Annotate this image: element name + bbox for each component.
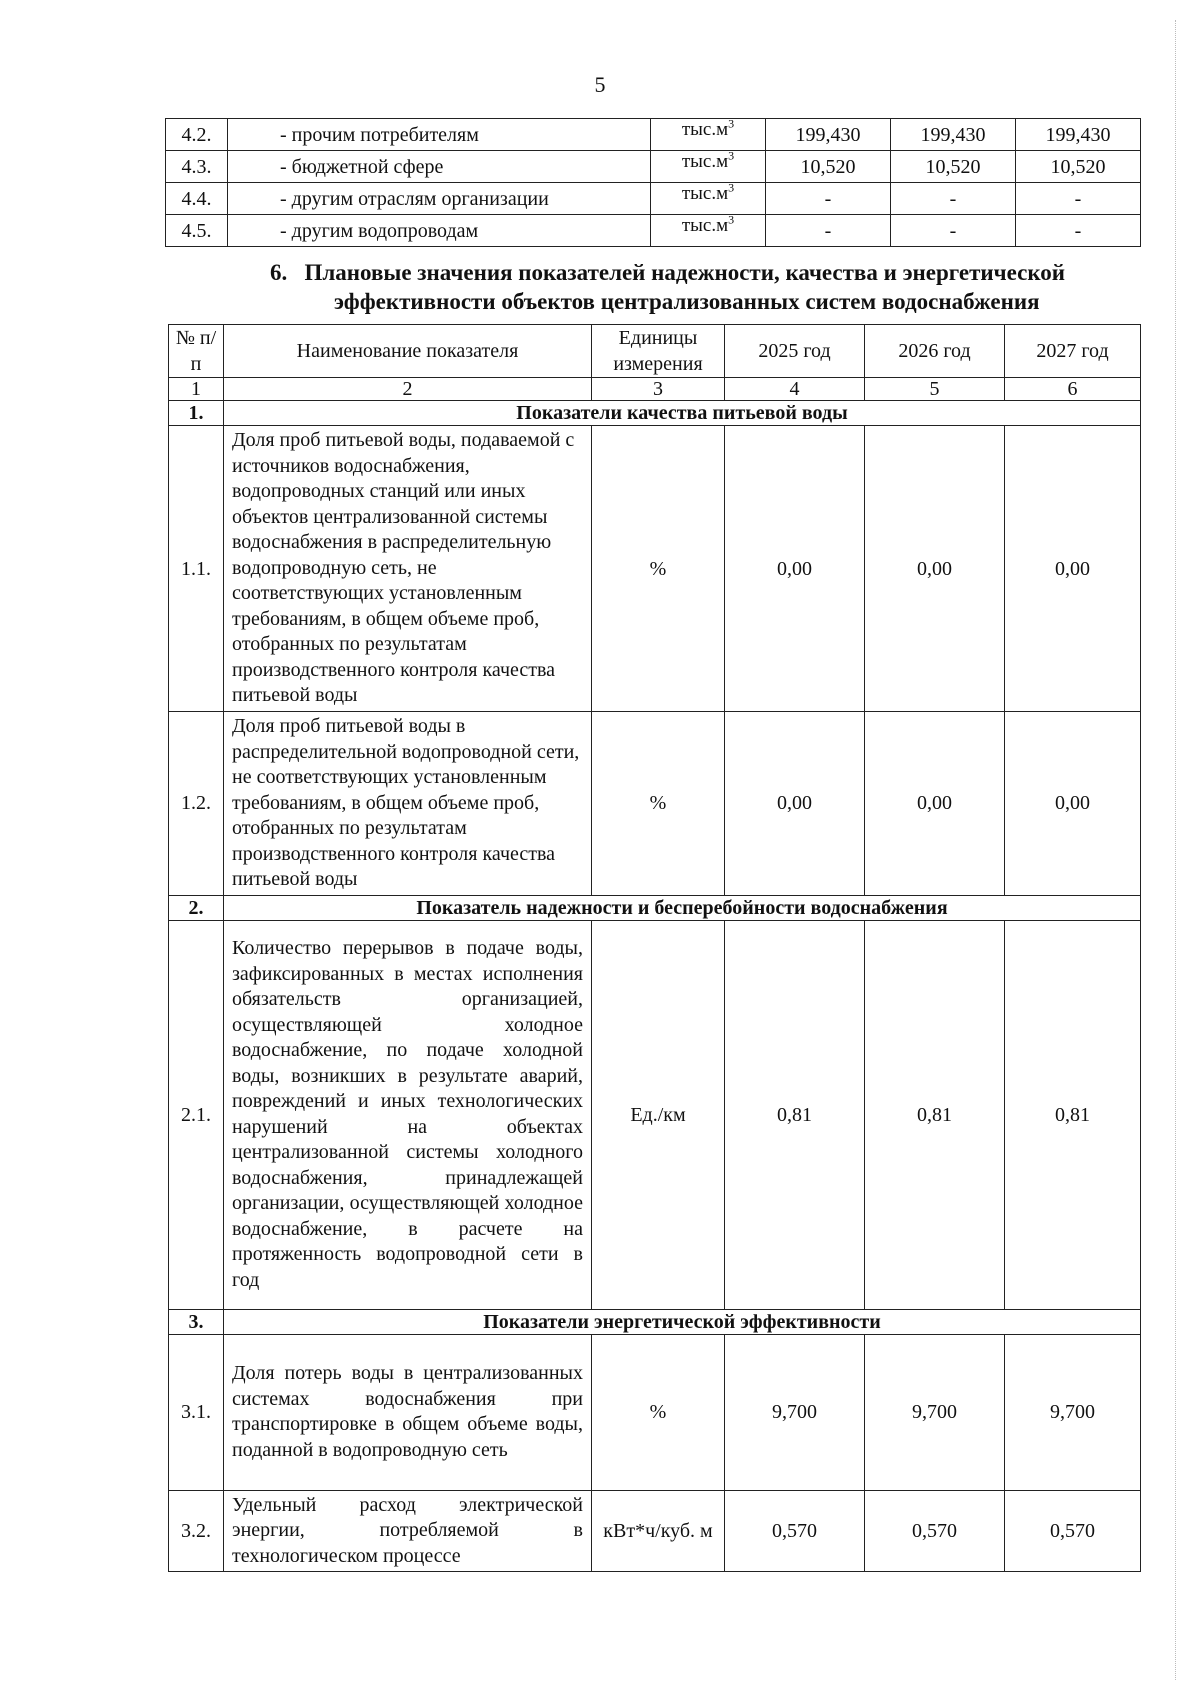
value-2026: 0,00 — [865, 426, 1005, 712]
header-unit: Единицы измерения — [592, 325, 725, 378]
indicators-table — [168, 324, 1141, 1572]
section-number: 2. — [169, 895, 224, 920]
section-row — [169, 1309, 1141, 1334]
section-number: 3. — [169, 1309, 224, 1334]
page-number: 5 — [594, 72, 606, 97]
column-number: 6 — [1005, 378, 1141, 401]
consumption-continuation-table — [165, 118, 1141, 247]
row-name: - другим отраслям организации — [228, 183, 651, 215]
row-name: - прочим потребителям — [228, 119, 651, 151]
value-2027: 10,520 — [1016, 151, 1141, 183]
value-2026: 0,570 — [865, 1490, 1005, 1572]
value-2026: 9,700 — [865, 1334, 1005, 1490]
section-row — [169, 895, 1141, 920]
row-name: - бюджетной сфере — [228, 151, 651, 183]
value-2027: - — [1016, 215, 1141, 247]
scan-edge-marks — [1175, 20, 1182, 1680]
section-heading — [270, 258, 1150, 316]
row-number: 4.4. — [166, 183, 228, 215]
table-row — [169, 920, 1141, 1309]
value-2025: 0,00 — [725, 712, 865, 896]
column-number: 1 — [169, 378, 224, 401]
value-2026: 0,00 — [865, 712, 1005, 896]
table-row — [166, 119, 1141, 151]
row-number: 1.1. — [169, 426, 224, 712]
row-number: 4.2. — [166, 119, 228, 151]
table-row — [166, 183, 1141, 215]
row-number: 4.3. — [166, 151, 228, 183]
value-2025: 10,520 — [766, 151, 891, 183]
header-2025: 2025 год — [725, 325, 865, 378]
indicator-name: Доля проб питьевой воды в распределительной водопроводной сети, не соответствующих установленным требованиям, в общем объеме проб, отобранных по результатам производственного контроля качества питьевой воды — [224, 712, 592, 896]
value-2026: 199,430 — [891, 119, 1016, 151]
table-row — [169, 712, 1141, 896]
section-heading-line1: 6. Плановые значения показателей надежности, качества и энергетической — [270, 260, 1066, 285]
indicator-name: Доля проб питьевой воды, подаваемой с источников водоснабжения, водопроводных станций или иных объектов централизованной системы водоснабжения в распределительную водопроводную сеть, не соответствующих установленным требованиям, в общем объеме проб, отобранных по результатам производственного контроля качества питьевой воды — [224, 426, 592, 712]
row-number: 4.5. — [166, 215, 228, 247]
row-number: 3.1. — [169, 1334, 224, 1490]
value-2027: 199,430 — [1016, 119, 1141, 151]
table-row — [169, 1490, 1141, 1572]
header-2026: 2026 год — [865, 325, 1005, 378]
indicator-unit: % — [592, 1334, 725, 1490]
table-row — [166, 215, 1141, 247]
row-number: 1.2. — [169, 712, 224, 896]
section-title: Показатели качества питьевой воды — [224, 401, 1141, 426]
value-2027: 0,81 — [1005, 920, 1141, 1309]
value-2026: - — [891, 183, 1016, 215]
value-2027: 0,00 — [1005, 426, 1141, 712]
row-number: 3.2. — [169, 1490, 224, 1572]
value-2027: 9,700 — [1005, 1334, 1141, 1490]
indicator-name: Удельный расход электрической энергии, потребляемой в технологическом процессе — [224, 1490, 592, 1572]
column-number: 2 — [224, 378, 592, 401]
value-2025: 199,430 — [766, 119, 891, 151]
value-2027: 0,00 — [1005, 712, 1141, 896]
value-2026: 0,81 — [865, 920, 1005, 1309]
value-2027: 0,570 — [1005, 1490, 1141, 1572]
indicator-unit: Ед./км — [592, 920, 725, 1309]
section-row — [169, 401, 1141, 426]
value-2026: 10,520 — [891, 151, 1016, 183]
section-heading-line2: эффективности объектов централизованных систем водоснабжения — [334, 289, 1040, 314]
value-2025: - — [766, 215, 891, 247]
value-2026: - — [891, 215, 1016, 247]
section-title: Показатель надежности и бесперебойности водоснабжения — [224, 895, 1141, 920]
header-row — [169, 325, 1141, 378]
indicator-unit: % — [592, 712, 725, 896]
section-title: Показатели энергетической эффективности — [224, 1309, 1141, 1334]
indicator-unit: кВт*ч/куб. м — [592, 1490, 725, 1572]
value-2025: 0,81 — [725, 920, 865, 1309]
header-num: № п/п — [169, 325, 224, 378]
column-number-row — [169, 378, 1141, 401]
value-2025: 0,570 — [725, 1490, 865, 1572]
row-name: - другим водопроводам — [228, 215, 651, 247]
value-2025: - — [766, 183, 891, 215]
row-number: 2.1. — [169, 920, 224, 1309]
value-2025: 9,700 — [725, 1334, 865, 1490]
section-number: 1. — [169, 401, 224, 426]
column-number: 4 — [725, 378, 865, 401]
table-row — [169, 426, 1141, 712]
header-2027: 2027 год — [1005, 325, 1141, 378]
value-2025: 0,00 — [725, 426, 865, 712]
row-unit: $тыс.м^3$ — [651, 183, 766, 215]
column-number: 5 — [865, 378, 1005, 401]
indicator-name: Количество перерывов в подаче воды, зафиксированных в местах исполнения обязательств организацией, осуществляющей холодное водоснабжение, по подаче холодной воды, возникших в результате аварий, повреждений и иных технологических нарушений на объектах централизованной системы холодного водоснабжения, принадлежащей организации, осуществляющей холодное водоснабжение, в расчете на протяженность водопроводной сети в год — [224, 920, 592, 1309]
table-row — [166, 151, 1141, 183]
table-row — [169, 1334, 1141, 1490]
value-2027: - — [1016, 183, 1141, 215]
indicator-name: Доля потерь воды в централизованных системах водоснабжения при транспортировке в общем объеме воды, поданной в водопроводную сеть — [224, 1334, 592, 1490]
column-number: 3 — [592, 378, 725, 401]
row-unit: $тыс.м^3$ — [651, 215, 766, 247]
indicator-unit: % — [592, 426, 725, 712]
header-name: Наименование показателя — [224, 325, 592, 378]
row-unit: $тыс.м^3$ — [651, 151, 766, 183]
row-unit: $тыс.м^3$ — [651, 119, 766, 151]
